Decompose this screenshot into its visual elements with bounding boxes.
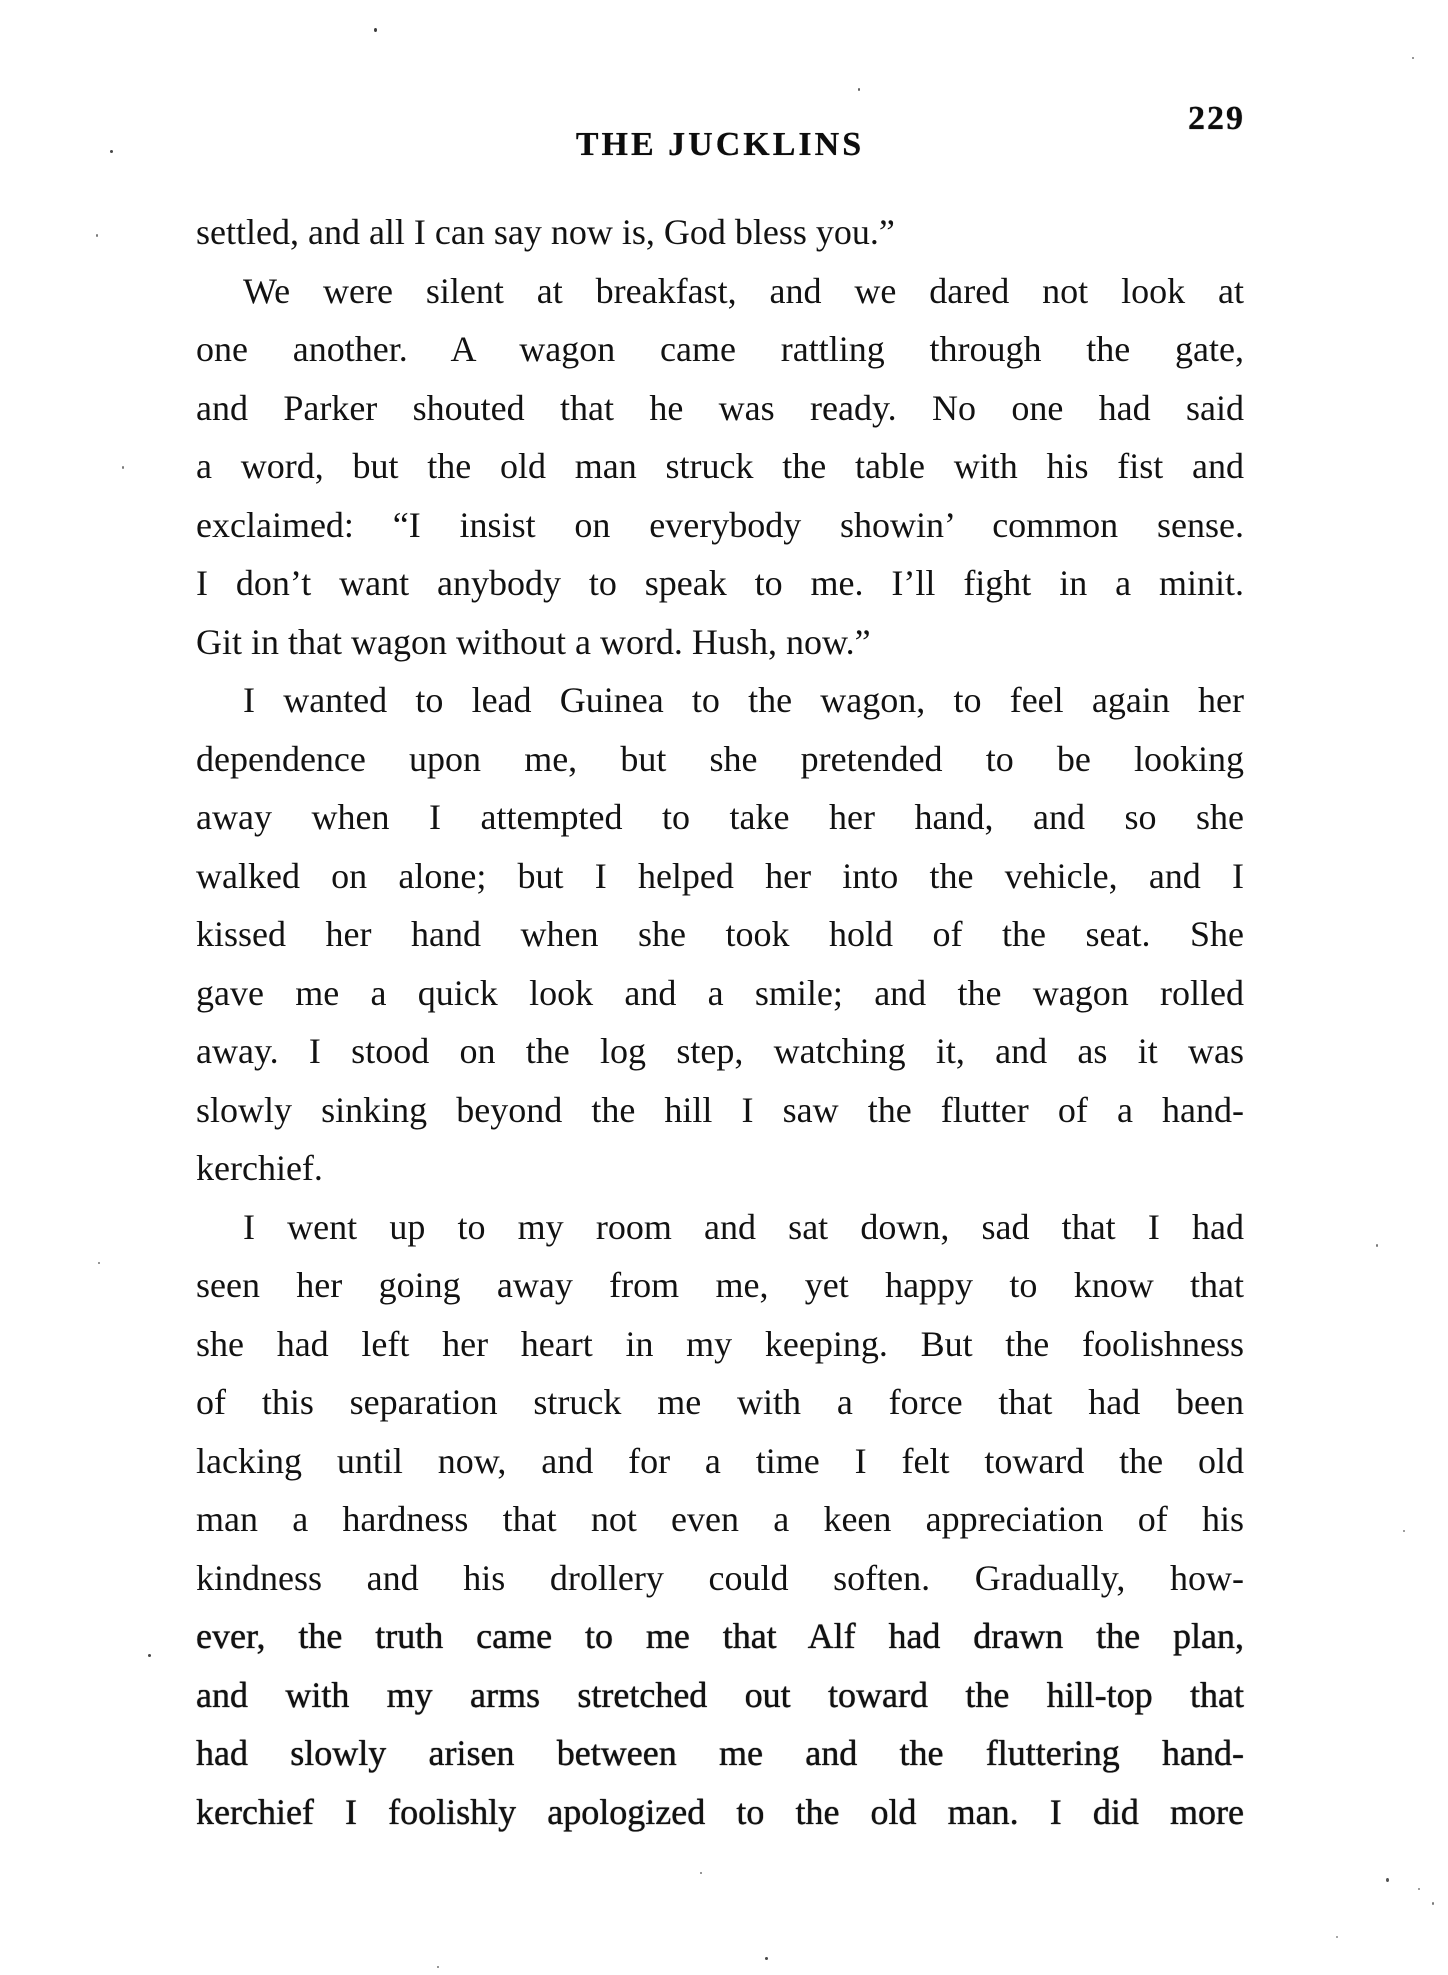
text-line: she had left her heart in my keeping. But the foolishness (196, 1323, 1244, 1364)
text-line: walked on alone; but I helped her into the vehicle, and I (196, 855, 1244, 896)
text-line: slowly sinking beyond the hill I saw the flutter of a hand- (196, 1089, 1244, 1130)
scan-speck (98, 1262, 100, 1264)
text-line: seen her going away from me, yet happy to know that (196, 1265, 1244, 1305)
scan-speck (765, 1957, 768, 1960)
text-line: man a hardness that not even a keen appreciation of his (196, 1499, 1244, 1539)
scan-speck (1403, 1530, 1405, 1532)
text-line: kissed her hand when she took hold of the seat. She (196, 914, 1244, 954)
text-line: I wanted to lead Guinea to the wagon, to feel again her (243, 680, 1244, 720)
text-line: one another. A wagon came rattling through the gate, (196, 329, 1244, 369)
scan-speck (1418, 1888, 1420, 1890)
text-line: of this separation struck me with a force that had been (196, 1382, 1244, 1422)
text-line: had slowly arisen between me and the fluttering hand- (196, 1733, 1244, 1773)
scan-speck (1336, 1936, 1338, 1938)
scan-speck (858, 88, 860, 91)
text-line: away. I stood on the log step, watching it, and as it was (196, 1031, 1244, 1071)
body-text-block (196, 203, 1244, 1841)
text-line: kerchief. (196, 1148, 323, 1188)
scan-speck (1412, 57, 1414, 59)
page-number: 229 (1188, 100, 1245, 137)
text-line: and Parker shouted that he was ready. No one had said (196, 387, 1244, 428)
running-header-title: THE JUCKLINS (575, 126, 865, 163)
scan-speck (1432, 1902, 1434, 1905)
text-line: I went up to my room and sat down, sad that I had (243, 1206, 1244, 1247)
text-line: dependence upon me, but she pretended to be looking (196, 738, 1244, 779)
text-line: I don’t want anybody to speak to me. I’ll fight in a minit. (196, 563, 1244, 603)
text-line: lacking until now, and for a time I felt toward the old (196, 1440, 1244, 1481)
text-line: a word, but the old man struck the table with his fist and (196, 446, 1244, 486)
scan-speck (437, 1966, 439, 1968)
scan-speck (700, 1872, 702, 1874)
text-line: kerchief I foolishly apologized to the old man. I did more (196, 1791, 1244, 1832)
text-line: exclaimed: “I insist on everybody showin’ common sense. (196, 504, 1244, 545)
text-line: settled, and all I can say now is, God bless you.” (196, 212, 895, 252)
text-line: gave me a quick look and a smile; and the wagon rolled (196, 972, 1244, 1013)
text-line: Git in that wagon without a word. Hush, now.” (196, 621, 871, 662)
scan-speck (96, 234, 98, 237)
scan-speck (374, 28, 377, 32)
scan-speck (110, 150, 113, 153)
text-line: away when I attempted to take her hand, and so she (196, 797, 1244, 837)
scan-speck (122, 466, 124, 469)
text-line: We were silent at breakfast, and we dared not look at (243, 270, 1244, 311)
text-line: ever, the truth came to me that Alf had drawn the plan, (196, 1616, 1244, 1656)
scan-speck (1376, 1244, 1378, 1247)
text-line: and with my arms stretched out toward the hill-top that (196, 1674, 1244, 1715)
scan-speck (148, 1654, 151, 1657)
text-line: kindness and his drollery could soften. Gradually, how- (196, 1557, 1244, 1598)
scan-speck (1386, 1878, 1389, 1882)
